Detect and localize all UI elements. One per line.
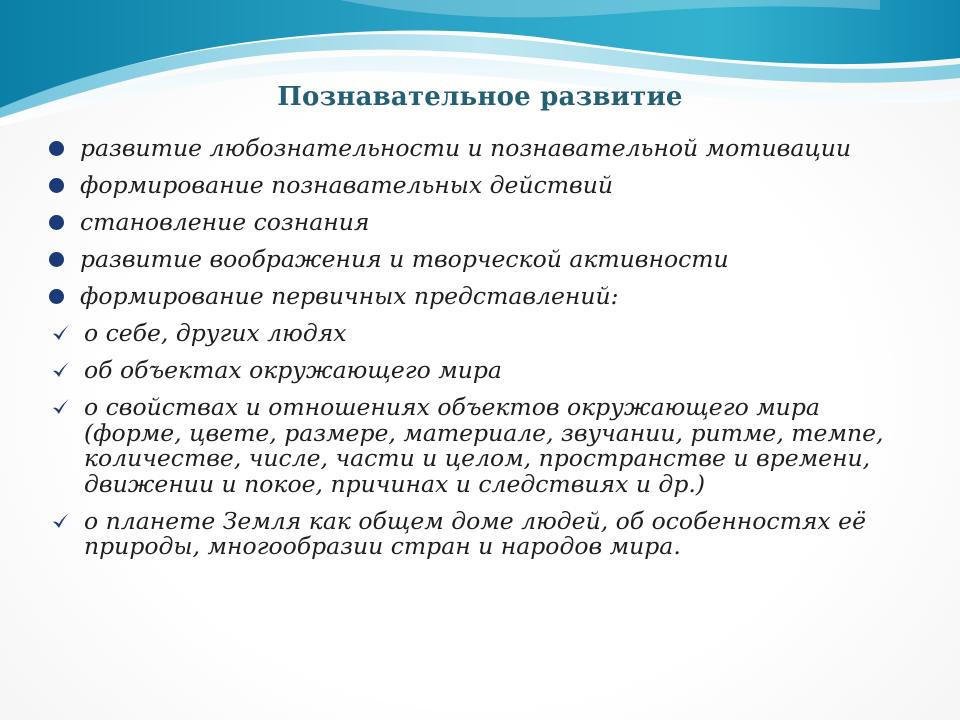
check-text: об объектах окружающего мира	[84, 356, 502, 384]
check-text: о планете Земля как общем доме людей, об особенностях её природы, многообразии стран и народов мира.	[84, 506, 866, 560]
bullet-item	[44, 284, 924, 310]
filled-circle-bullet-icon	[49, 178, 64, 193]
filled-circle-bullet-icon	[49, 215, 64, 230]
bullet-item	[44, 247, 924, 273]
bullet-item	[44, 136, 924, 162]
checkmark-icon	[51, 361, 71, 379]
bullet-item	[44, 173, 924, 199]
filled-circle-bullet-icon	[49, 289, 64, 304]
bullet-text: развитие воображения и творческой активности	[80, 245, 729, 273]
checkmark-icon	[51, 512, 71, 530]
check-item	[44, 506, 924, 560]
bullet-text: развитие любознательности и познавательной мотивации	[80, 134, 852, 162]
check-item	[44, 358, 924, 384]
bullet-text: формирование познавательных действий	[80, 171, 613, 199]
slide-content	[44, 136, 924, 571]
check-item	[44, 395, 924, 497]
check-text: о свойствах и отношениях объектов окружающего мира (форме, цвете, размере, материале, звучании, ритме, темпе, количестве, числе, части и целом, пространстве и времени, движении и покое, причинах и следствиях и др.)	[84, 393, 884, 498]
slide-title: Познавательное развитие	[277, 82, 683, 112]
bullet-text: становление сознания	[80, 208, 370, 236]
bullet-item	[44, 210, 924, 236]
filled-circle-bullet-icon	[49, 252, 64, 267]
bullet-text: формирование первичных представлений:	[80, 282, 619, 310]
check-text: о себе, других людях	[84, 319, 347, 347]
checkmark-icon	[51, 324, 71, 342]
filled-circle-bullet-icon	[49, 141, 64, 156]
check-item	[44, 321, 924, 347]
checkmark-icon	[51, 398, 71, 416]
